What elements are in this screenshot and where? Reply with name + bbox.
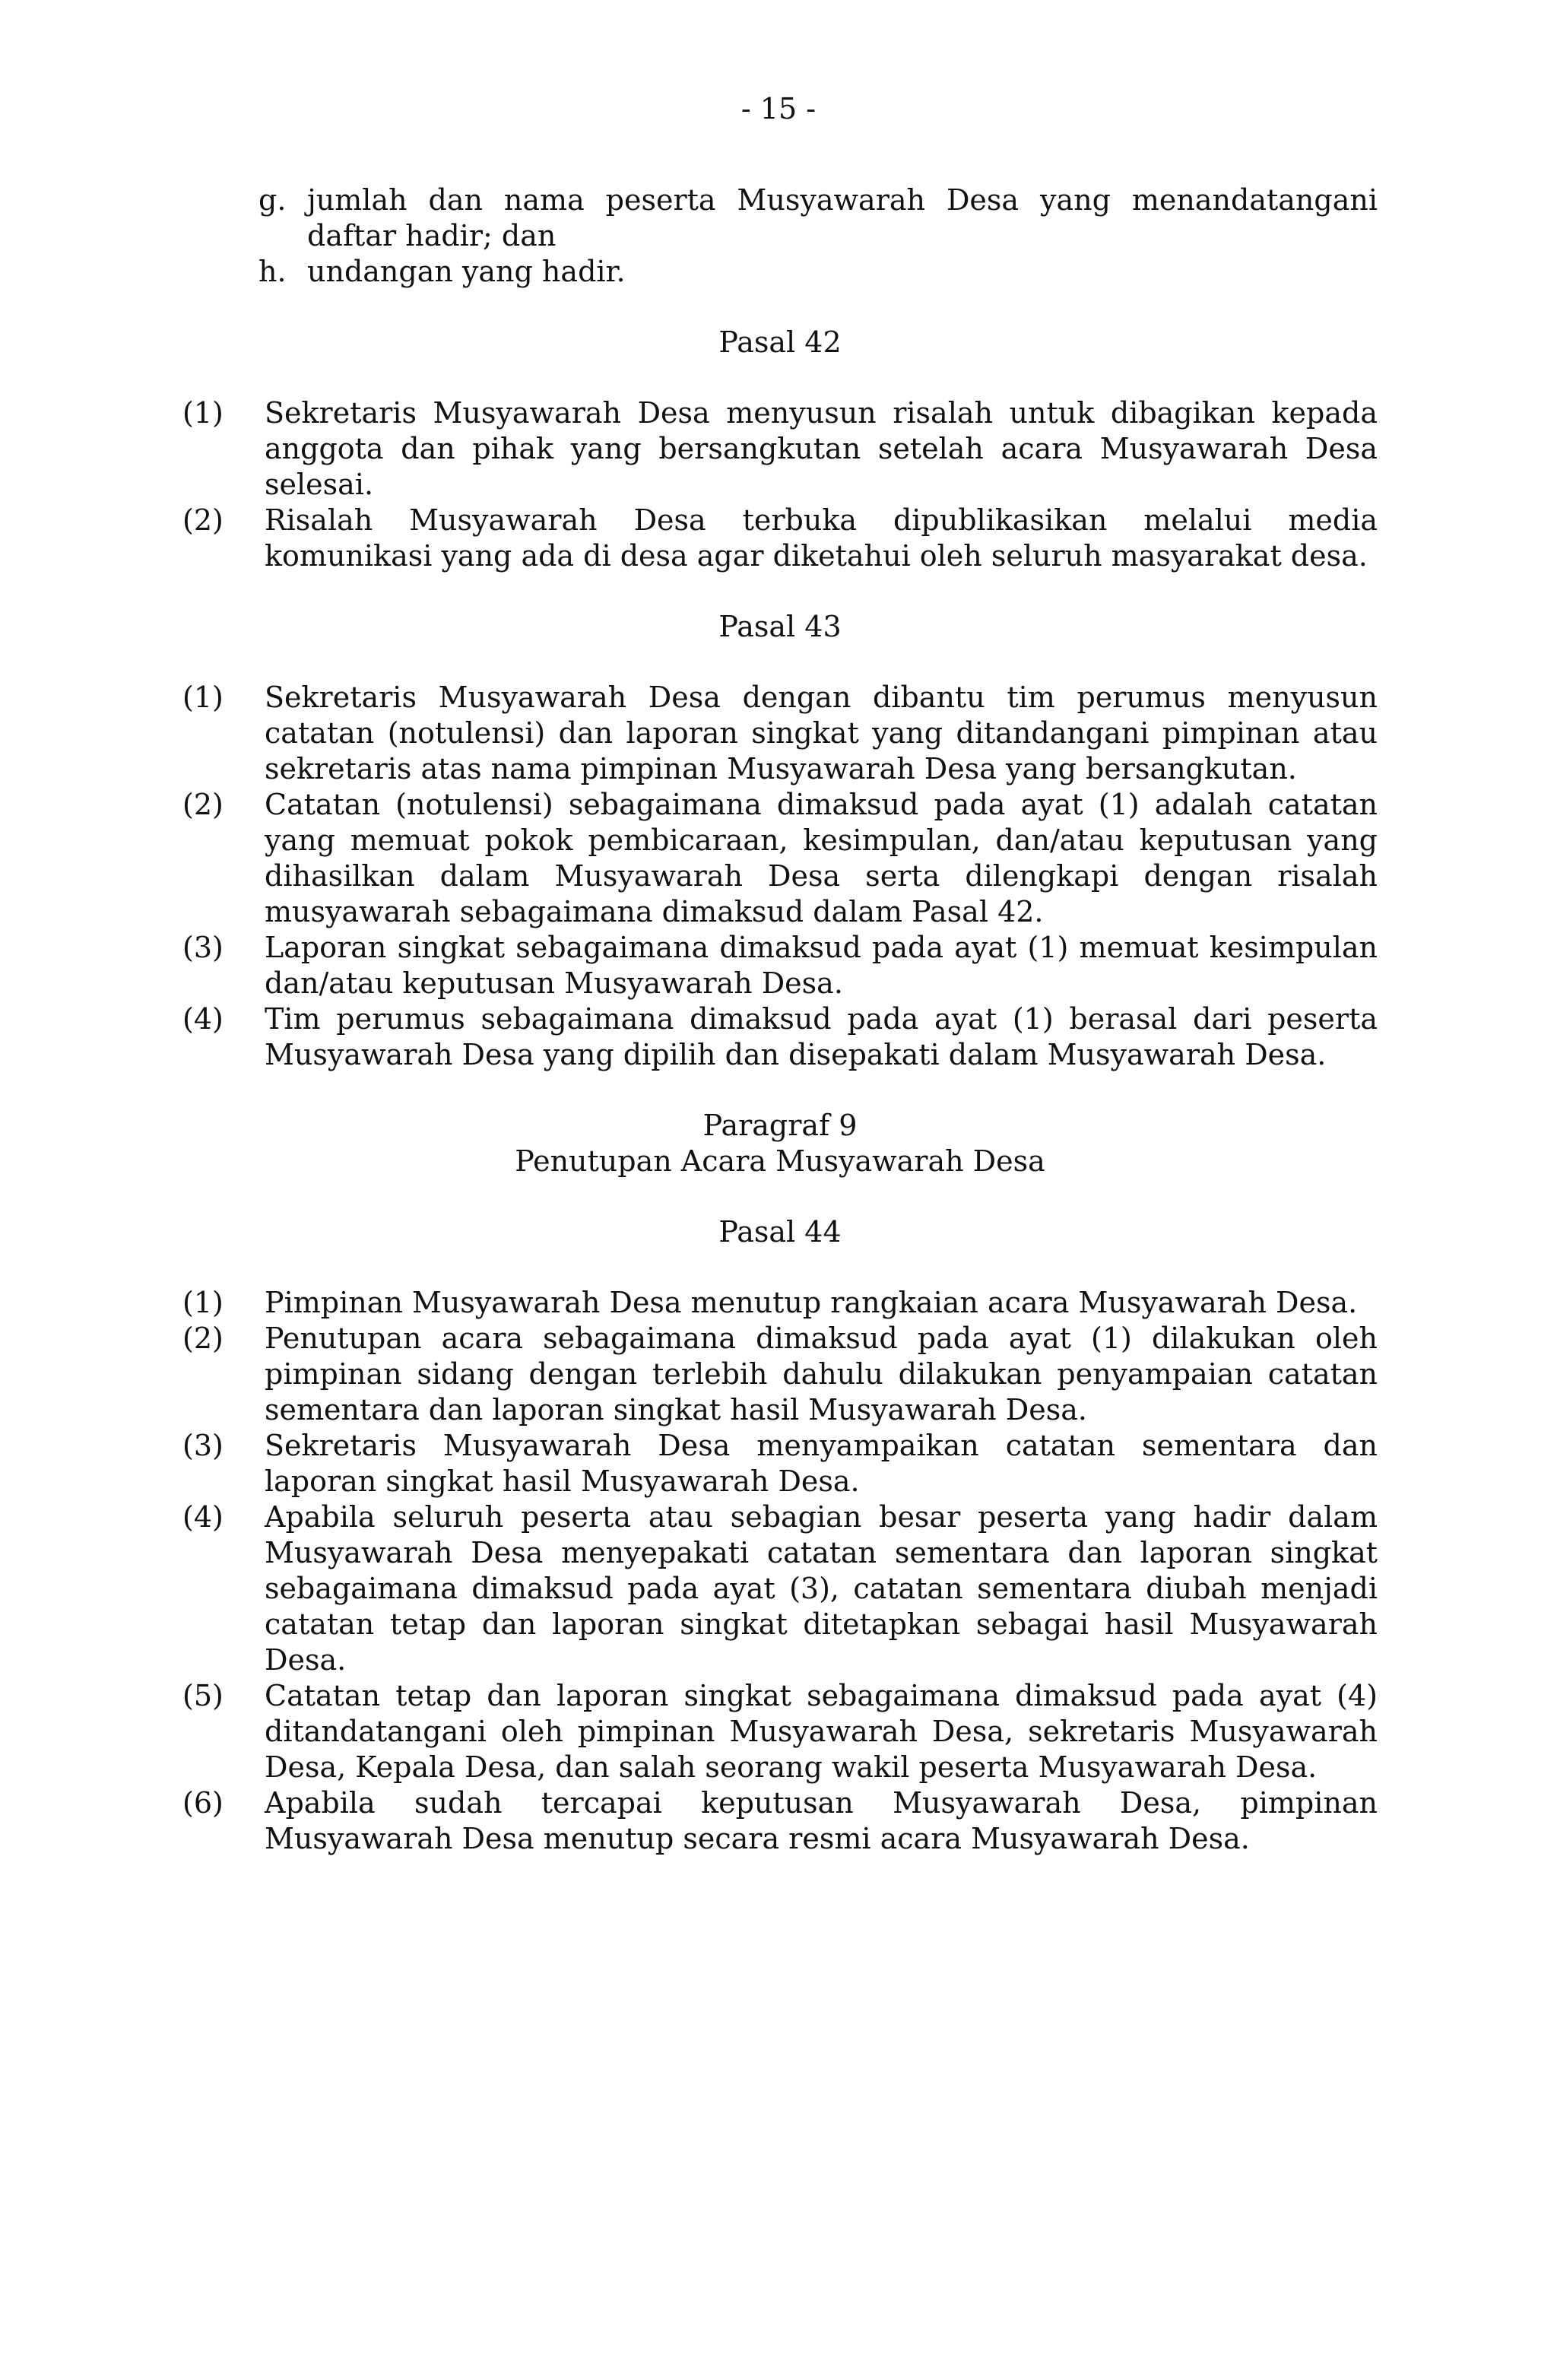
clause-marker: (5)	[182, 1679, 224, 1712]
clause-marker: (2)	[182, 1322, 224, 1355]
clause-marker: (4)	[182, 1002, 224, 1036]
pasal-43-title: Pasal 43	[718, 610, 842, 643]
clause-text: Apabila sudah tercapai keputusan Musyawarah Desa, pimpinan Musyawarah Desa menutup secara resmi acara Musyawarah Desa.	[265, 1786, 1378, 1855]
clause-marker: (4)	[182, 1500, 224, 1534]
clause-item	[182, 503, 1378, 574]
clause-item	[182, 1785, 1378, 1857]
clause-text: Sekretaris Musyawarah Desa menyusun risalah untuk dibagikan kepada anggota dan pihak yang bersangkutan setelah acara Musyawarah Desa selesai.	[265, 396, 1378, 501]
clause-text: Catatan tetap dan laporan singkat sebagaimana dimaksud pada ayat (4) ditandatangani oleh pimpinan Musyawarah Desa, sekretaris Musyawarah Desa, Kepala Desa, dan salah seorang wakil peserta Musyawarah Desa.	[265, 1679, 1378, 1784]
pasal-42-title: Pasal 42	[718, 325, 842, 359]
list-item	[182, 254, 1378, 290]
clause-text: Sekretaris Musyawarah Desa menyampaikan catatan sementara dan laporan singkat hasil Musyawarah Desa.	[265, 1429, 1378, 1498]
clause-item	[182, 1321, 1378, 1428]
clause-item	[182, 1678, 1378, 1785]
clause-text: Laporan singkat sebagaimana dimaksud pada ayat (1) memuat kesimpulan dan/atau keputusan Musyawarah Desa.	[265, 931, 1378, 1000]
list-text: undangan yang hadir.	[307, 255, 626, 288]
clause-item	[182, 1499, 1378, 1678]
clause-text: Catatan (notulensi) sebagaimana dimaksud pada ayat (1) adalah catatan yang memuat pokok pembicaraan, kesimpulan, dan/atau keputusan yang dihasilkan dalam Musyawarah Desa serta dilengkapi dengan risalah musyawarah sebagaimana dimaksud dalam Pasal 42.	[265, 788, 1378, 928]
clause-text: Tim perumus sebagaimana dimaksud pada ayat (1) berasal dari peserta Musyawarah Desa yang dipilih dan disepakati dalam Musyawarah Desa.	[265, 1002, 1378, 1071]
clause-marker: (1)	[182, 396, 224, 430]
clause-marker: (3)	[182, 1429, 224, 1462]
clause-item	[182, 930, 1378, 1001]
page-number: - 15 -	[740, 92, 817, 125]
clause-marker: (1)	[182, 681, 224, 714]
clause-marker: (2)	[182, 788, 224, 821]
list-text: jumlah dan nama peserta Musyawarah Desa yang menandatangani daftar hadir; dan	[307, 183, 1378, 252]
clause-text: Penutupan acara sebagaimana dimaksud pada ayat (1) dilakukan oleh pimpinan sidang dengan terlebih dahulu dilakukan penyampaian catatan sementara dan laporan singkat hasil Musyawarah Desa.	[265, 1322, 1378, 1426]
paragraf-9-title: Paragraf 9	[702, 1109, 858, 1142]
clause-item	[182, 787, 1378, 930]
clause-text: Pimpinan Musyawarah Desa menutup rangkaian acara Musyawarah Desa.	[265, 1286, 1358, 1319]
list-item	[182, 182, 1378, 254]
clause-marker: (2)	[182, 503, 224, 537]
clause-text: Risalah Musyawarah Desa terbuka dipublikasikan melalui media komunikasi yang ada di desa agar diketahui oleh seluruh masyarakat desa.	[265, 503, 1378, 573]
clause-item	[182, 395, 1378, 503]
clause-text: Sekretaris Musyawarah Desa dengan dibantu tim perumus menyusun catatan (notulensi) dan laporan singkat yang ditandangani pimpinan atau sekretaris atas nama pimpinan Musyawarah Desa yang bersangkutan.	[265, 681, 1378, 785]
clause-marker: (6)	[182, 1786, 224, 1820]
clause-marker: (1)	[182, 1286, 224, 1319]
list-marker: g.	[258, 183, 287, 217]
list-marker: h.	[258, 255, 287, 288]
clause-item	[182, 1001, 1378, 1073]
clause-item	[182, 680, 1378, 787]
paragraf-9-subtitle: Penutupan Acara Musyawarah Desa	[515, 1144, 1045, 1178]
pasal-44-title: Pasal 44	[718, 1215, 842, 1249]
clause-item	[182, 1285, 1378, 1321]
clause-text: Apabila seluruh peserta atau sebagian besar peserta yang hadir dalam Musyawarah Desa menyepakati catatan sementara dan laporan singkat sebagaimana dimaksud pada ayat (3), catatan sementara diubah menjadi catatan tetap dan laporan singkat ditetapkan sebagai hasil Musyawarah Desa.	[265, 1500, 1378, 1677]
clause-item	[182, 1428, 1378, 1499]
document-body	[182, 182, 1378, 1857]
clause-marker: (3)	[182, 931, 224, 964]
